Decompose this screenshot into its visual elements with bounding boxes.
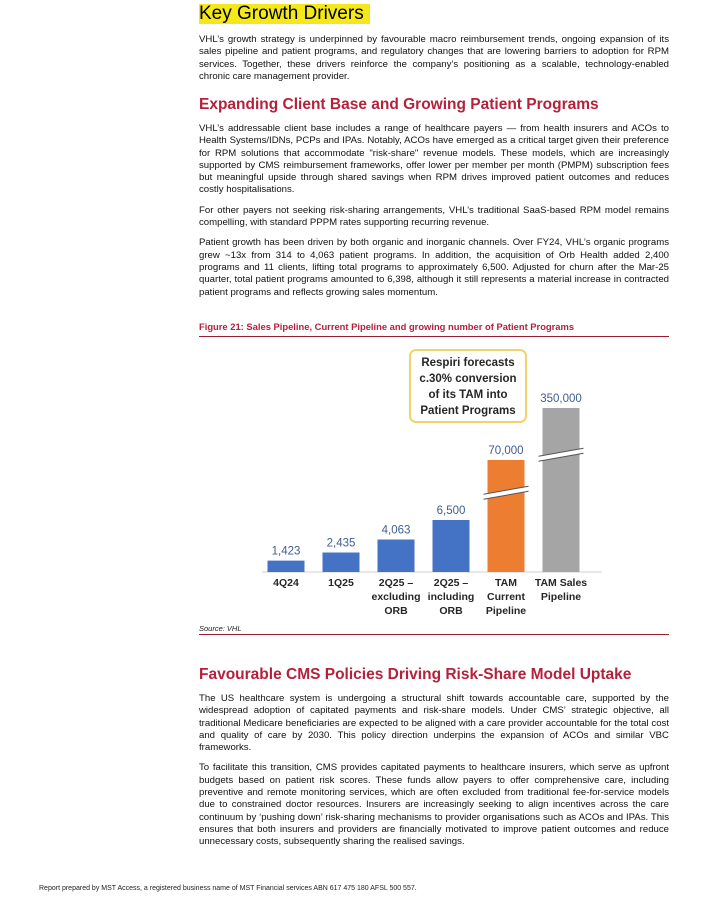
cms-paragraph-1: The US healthcare system is undergoing a structural shift towards accountable care, supported by the widespread adoption of capitated payments and risk-share models. Under CMS’ strategic objective, all traditional Medicare beneficiaries are expected to be aligned with a care provider accountable for the total cost and quality of care by 2030. This policy direction underpins the expansion of ACOs and similar VBC frameworks. [199,693,669,754]
category-label: excluding [371,591,421,603]
chart-bar [378,539,415,572]
bar-value-label: 2,435 [326,537,356,550]
category-label: Pipeline [485,605,527,617]
section-heading-cms-policies: Favourable CMS Policies Driving Risk-Share Model Uptake [199,666,632,683]
chart-bar [433,520,470,572]
chart-bar [488,460,525,572]
category-label: TAM Sales [534,577,588,589]
category-label: 1Q25 [328,577,354,589]
figure-caption: Figure 21: Sales Pipeline, Current Pipeline and growing number of Patient Programs [199,321,575,332]
section-heading-client-base: Expanding Client Base and Growing Patient Programs [199,96,599,113]
bar-value-label: 1,423 [271,545,301,558]
page-heading: Key Growth Drivers [199,4,370,24]
chart-bar [543,408,580,572]
category-label: ORB [439,605,463,617]
category-label: Pipeline [540,591,582,603]
figure-source: Source: VHL [199,624,242,633]
category-label: 2Q25 – [378,577,414,589]
chart-bar [268,561,305,572]
category-label: ORB [384,605,408,617]
figure-top-rule [199,336,669,337]
client-base-paragraph-3: Patient growth has been driven by both organic and inorganic channels. Over FY24, VHL’s organic programs grew ~13x from 314 to 4,063 patient programs. In addition, the acquisition of Orb Health added 2,400 programs and 11 clients, lifting total programs to approximately 6,500. Adjusted for churn after the Mar-25 quarter, total patient programs amounted to 6,398, although it still represents a material increase in contracted patient programs and reflects growing sales momentum. [199,237,669,298]
chart-bar [323,553,360,572]
cms-paragraph-2: To facilitate this transition, CMS provides capitated payments to healthcare insurers, which serve as upfront budgets based on patient risk scores. These funds allow payers to offer comprehensive care, including preventive and remote monitoring services, which are often excluded from traditional fee-for-service models due to constrained doctor resources. Insurers are increasingly seeking to align incentives across the care continuum by ‘pushing down’ risk-sharing mechanisms to provider organisations such as ACOs and IPAs. This ensures that both insurers and providers are financially motivated to improve patient outcomes and reduce unnecessary costs, subsequently sharing the realised savings. [199,762,669,848]
category-label: TAM [495,577,517,589]
bar-value-label: 6,500 [436,505,466,517]
client-base-paragraph-1: VHL’s addressable client base includes a range of healthcare payers — from health insurers and ACOs to Health Systems/IDNs, PCPs and IPAs. Notably, ACOs have emerged as a critical target given their preference for RPM solutions that accommodate "risk-share" revenue models. These models, which are increasingly supported by CMS reimbursement frameworks, offer lower per member per month (PMPM) subscription fees but meaningful upside through shared savings when RPM drives improved patient outcomes and reduces costly hospitalisations. [199,123,669,196]
forecast-callout-text: Respiri forecasts [421,357,515,369]
intro-paragraph: VHL’s growth strategy is underpinned by favourable macro reimbursement trends, ongoing expansion of its sales pipeline and patient programs, and regulatory changes that are lowering barriers to adoption for RPM services. Together, these drivers reinforce the company’s positioning as a scalable, technology-enabled chronic care management provider. [199,34,669,82]
category-label: 2Q25 – [433,577,469,589]
page-footer: Report prepared by MST Access, a registered business name of MST Financial services ABN 617 475 180 AFSL 500 557. [39,885,417,892]
bar-value-label: 70,000 [488,445,524,457]
forecast-callout-text: c.30% conversion [419,373,517,385]
patient-programs-chart [258,344,610,620]
figure-bottom-rule [199,634,669,635]
category-label: including [427,591,475,603]
client-base-paragraph-2: For other payers not seeking risk-sharing arrangements, VHL’s traditional SaaS-based RPM model remains compelling, with standard PPPM rates supporting recurring revenue. [199,204,669,229]
forecast-callout-text: Patient Programs [420,405,516,417]
category-label: Current [487,591,525,603]
category-label: 4Q24 [273,577,299,589]
forecast-callout-text: of its TAM into [428,389,508,401]
bar-value-label: 4,063 [381,524,411,537]
bar-value-label: 350,000 [540,393,582,405]
